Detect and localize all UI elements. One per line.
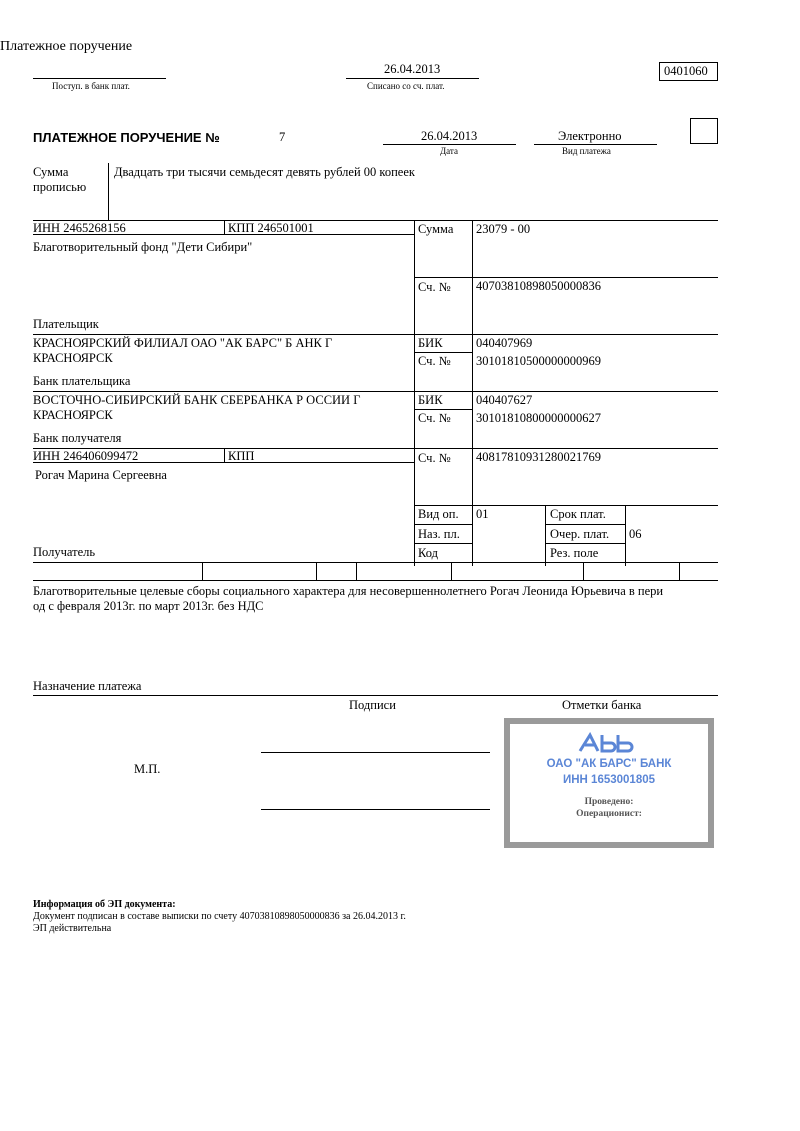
grid-line	[679, 562, 680, 581]
grid-line	[625, 505, 626, 566]
purpose-line-2: од с февраля 2013г. по март 2013г. без НДС	[33, 599, 264, 613]
document-title: Платежное поручение	[0, 39, 133, 54]
ep-info-title: Информация об ЭП документа:	[33, 899, 176, 910]
grid-line	[414, 277, 718, 278]
payer-account-label: Сч. №	[418, 280, 451, 294]
payer-bank-account: 30101810500000000969	[476, 354, 601, 368]
bank-stamp	[504, 718, 714, 848]
received-label: Поступ. в банк плат.	[52, 81, 130, 91]
grid-line	[545, 543, 625, 544]
order-number: 7	[279, 130, 286, 144]
payee-bank-name-1: ВОСТОЧНО-СИБИРСКИЙ БАНК СБЕРБАНКА Р ОССИИ Г	[33, 393, 361, 407]
payer-inn: ИНН 2465268156	[33, 221, 126, 235]
grid-line	[545, 505, 546, 566]
amount-words-label-1: Сумма	[33, 165, 69, 179]
amount-words-value: Двадцать три тысячи семьдесят девять рублей 00 копеек	[114, 165, 415, 179]
grid-line	[316, 562, 317, 581]
payee-account: 40817810931280021769	[476, 450, 601, 464]
payee-inn: ИНН 246406099472	[33, 449, 139, 463]
grid-line	[414, 543, 472, 544]
debited-line	[346, 78, 479, 79]
ep-info-line-2: ЭП действительна	[33, 923, 112, 934]
payer-bank-label: Банк плательщика	[33, 374, 131, 388]
payer-bank-bik: 040407969	[476, 336, 533, 350]
payer-name: Благотворительный фонд "Дети Сибири"	[33, 240, 253, 254]
payee-bank-bik-label: БИК	[418, 393, 443, 407]
bank-logo-icon	[576, 732, 642, 754]
op-type: 01	[476, 507, 489, 521]
payer-kpp: КПП 246501001	[228, 221, 314, 235]
payment-type: Электронно	[558, 129, 622, 143]
signatures-label: Подписи	[349, 698, 396, 712]
received-line	[33, 78, 166, 79]
payer-bank-name-1: КРАСНОЯРСКИЙ ФИЛИАЛ ОАО "АК БАРС" Б АНК Г	[33, 336, 333, 350]
payer-bank-name-2: КРАСНОЯРСК	[33, 351, 113, 365]
order-title: ПЛАТЕЖНОЕ ПОРУЧЕНИЕ №	[33, 130, 220, 145]
order-date-line	[383, 144, 516, 145]
grid-line	[33, 562, 718, 563]
grid-line	[33, 391, 718, 392]
status-box	[690, 118, 718, 144]
grid-line	[356, 562, 357, 581]
grid-line	[33, 220, 718, 221]
grid-line	[472, 220, 473, 566]
signature-line-1[interactable]	[261, 752, 490, 753]
grid-line	[414, 524, 472, 525]
amount-words-divider	[108, 163, 109, 221]
grid-line	[414, 505, 718, 506]
reserve-label: Рез. поле	[550, 546, 599, 560]
payee-name: Рогач Марина Сергеевна	[35, 468, 167, 482]
stamp-bank-name: ОАО "АК БАРС" БАНК	[546, 758, 672, 770]
grid-line	[414, 409, 472, 410]
payee-bank-account: 30101810800000000627	[476, 411, 601, 425]
grid-line	[545, 524, 625, 525]
purpose-label: Назначение платежа	[33, 679, 142, 693]
purpose-code-label: Наз. пл.	[418, 527, 460, 541]
payee-label: Получатель	[33, 545, 96, 559]
grid-line	[202, 562, 203, 581]
payee-account-label: Сч. №	[418, 451, 451, 465]
payment-type-label: Вид платежа	[562, 146, 611, 156]
due-label: Срок плат.	[550, 507, 606, 521]
sum-label: Сумма	[418, 222, 454, 236]
stamp-processed: Проведено:	[584, 797, 634, 807]
payee-bank-account-label: Сч. №	[418, 411, 451, 425]
payee-bank-bik: 040407627	[476, 393, 533, 407]
priority: 06	[629, 527, 642, 541]
ep-info-line-1: Документ подписан в составе выписки по счету 40703810898050000836 за 26.04.2013 г.	[33, 911, 406, 922]
payer-account: 40703810898050000836	[476, 279, 601, 293]
sum-value: 23079 - 00	[476, 222, 531, 236]
code-label: Код	[418, 546, 438, 560]
grid-line	[224, 448, 225, 463]
grid-line	[33, 334, 718, 335]
payer-bank-bik-label: БИК	[418, 336, 443, 350]
payer-label: Плательщик	[33, 317, 99, 331]
purpose-bottom-line	[33, 695, 718, 696]
grid-line	[414, 220, 415, 566]
debited-label: Списано со сч. плат.	[367, 81, 445, 91]
grid-line	[414, 352, 472, 353]
grid-line	[224, 220, 225, 235]
payment-type-line	[534, 144, 657, 145]
payee-bank-name-2: КРАСНОЯРСК	[33, 408, 113, 422]
grid-line	[583, 562, 584, 581]
stamp-inn: ИНН 1653001805	[562, 774, 656, 786]
grid-line	[451, 562, 452, 581]
op-type-label: Вид оп.	[418, 507, 459, 521]
payee-bank-label: Банк получателя	[33, 431, 122, 445]
stamp-place: М.П.	[134, 762, 161, 776]
form-code: 0401060	[664, 64, 708, 78]
debited-date: 26.04.2013	[384, 62, 441, 76]
stamp-operator: Операционист:	[576, 809, 642, 819]
payee-kpp: КПП	[228, 449, 255, 463]
grid-line	[33, 580, 718, 581]
bank-marks-label: Отметки банка	[562, 698, 642, 712]
priority-label: Очер. плат.	[550, 527, 610, 541]
amount-words-label-2: прописью	[33, 180, 87, 194]
signature-line-2[interactable]	[261, 809, 490, 810]
order-date: 26.04.2013	[421, 129, 478, 143]
purpose-line-1: Благотворительные целевые сборы социального характера для несовершеннолетнего Рогач Леонида Юрьевича в пери	[33, 584, 664, 598]
payer-bank-account-label: Сч. №	[418, 354, 451, 368]
order-date-label: Дата	[440, 146, 458, 156]
